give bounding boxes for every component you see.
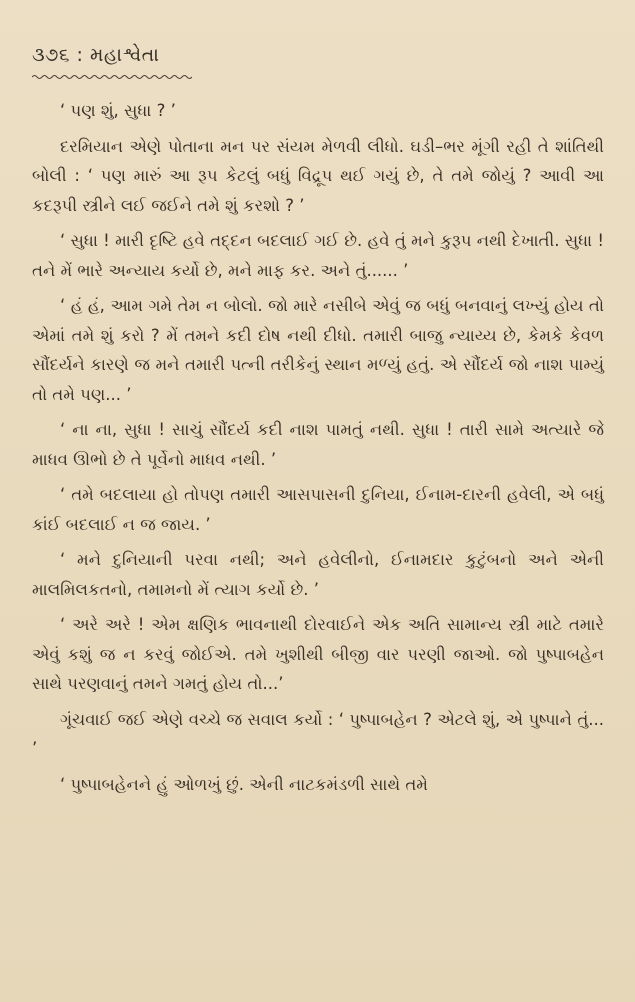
paragraph: ‘ સુધા ! મારી દૃષ્ટિ હવે તદ્દન બદલાઈ ગઈ છે. હવે તું મને કુરૂપ નથી દેખાતી. સુધા ! તને મેં ભારે અન્યાય કર્યો છે, મને માફ કર. અને તું...... ’	[32, 231, 604, 280]
page-number: ૩૭૬	[32, 44, 70, 66]
paragraph: ‘ પણ શું, સુધા ? ’	[60, 101, 176, 120]
paragraph: ગૂંચવાઈ જઈ એણે વચ્ચે જ સવાલ કર્યો : ‘ પુષ્પાબહેન ? એટલે શું, એ પુષ્પાને તું... ’	[32, 709, 604, 758]
body-text	[32, 96, 604, 805]
paragraph: દરમિયાન એણે પોતાના મન પર સંયમ મેળવી લીધો. ઘડી–ભર મૂંગી રહી તે શાંતિથી બોલી : ‘ પણ મારું આ રૂપ કેટલું બધું વિદ્રૂપ થઈ ગયું છે, તે તમે જોયું ? આવી આ કદરૂપી સ્ત્રીને લઈ જઈને તમે શું કરશો ? ’	[32, 136, 604, 215]
paragraph: ‘ પુષ્પાબહેનને હું ઓળખું છું. એની નાટકમંડળી સાથે તમે	[60, 774, 428, 794]
paragraph: ‘ હં હં, આમ ગમે તેમ ન બોલો. જો મારે નસીબે એવું જ બધું બનવાનું લખ્યું હોય તો એમાં તમે શું કરો ? મેં તમને કદી દોષ નથી દીધો. તમારી બાજુ ન્યાય્ય છે, કેમકે કેવળ સૌંદર્યને કારણે જ મને તમારી પત્ની તરીકેનું સ્થાન મળ્યું હતું. એ સૌંદર્ય જો નાશ પામ્યું તો તમે પણ... ’	[32, 296, 604, 404]
header-separator: :	[76, 44, 84, 66]
header-wavy-rule	[32, 74, 192, 80]
paragraph: ‘ ના ના, સુધા ! સાચું સૌંદર્ય કદી નાશ પામતું નથી. સુધા ! તારી સામે અત્યારે જે માધવ ઊભો છે તે પૂર્વેનો માધવ નથી. ’	[32, 420, 604, 469]
book-title: મહાશ્વેતા	[90, 44, 160, 66]
paragraph: ‘ મને દુનિયાની પરવા નથી; અને હવેલીનો, ઈનામદાર કુટુંબનો અને એની માલમિલકતનો, તમામનો મેં ત્યાગ કર્યો છે. ’	[32, 550, 604, 599]
paragraph: ‘ તમે બદલાયા હો તોપણ તમારી આસપાસની દુનિયા, ઈનામ-દારની હવેલી, એ બધું કાંઈ બદલાઈ ન જ જાય. ’	[32, 485, 604, 534]
running-header	[32, 44, 159, 66]
paragraph: ‘ અરે અરે ! એમ ક્ષણિક ભાવનાથી દોરવાઈને એક અતિ સામાન્ય સ્ત્રી માટે તમારે એવું કશું જ ન કરવું જોઈએ. તમે ખુશીથી બીજી વાર પરણી જાઓ. જો પુષ્પાબહેન સાથે પરણવાનું તમને ગમતું હોય તો...’	[32, 615, 604, 693]
